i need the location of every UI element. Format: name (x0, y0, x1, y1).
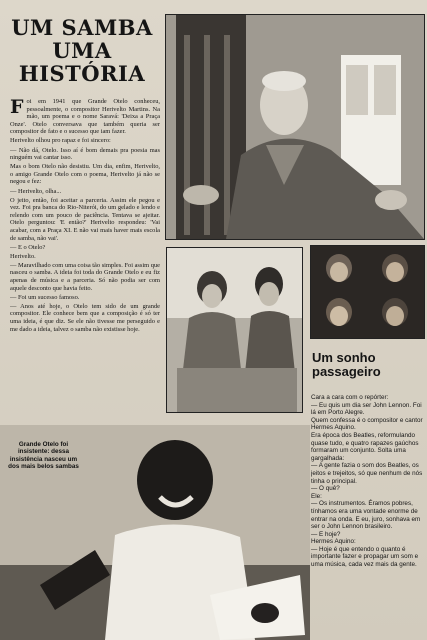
photo-band-illustration (311, 246, 424, 338)
photo-seated-man (165, 14, 425, 240)
article-body (10, 98, 160, 428)
photo-band (310, 245, 425, 339)
photo-caption: Grande Otelo foi insistente: dessa insistência nasceu um dos mais belos sambas (8, 441, 79, 471)
photo-seated-man-illustration (166, 15, 424, 239)
section-body (311, 394, 423, 638)
headline-line-2: UMA (52, 38, 112, 63)
section-paragraph: Hermes Aquino: (311, 538, 356, 546)
section-paragraph: — A gente fazia o som dos Beatles, os jeitos e trejeitos, só que nenhum de nós tinha o principal. (311, 462, 423, 485)
article-paragraph: — Herivelto, olha... (10, 187, 62, 195)
section-title: Um sonho passageiro (312, 350, 381, 379)
section-paragraph: — O quê? (311, 485, 340, 493)
article-paragraph: — Foi um sucesso famoso. (10, 293, 80, 301)
section-paragraph: Era época dos Beatles, reformulando quase tudo, e quatro rapazes gaúchos formaram um conjunto. Solta uma gargalhada: (311, 431, 419, 462)
drop-cap: F (10, 98, 24, 118)
headline-line-1: UM SAMBA (11, 15, 153, 40)
section-paragraph: Cara a cara com o repórter: (311, 394, 389, 401)
article-paragraph: — Não dá, Otelo. Isso aí é bom demais pra poesia mas ninguém vai cantar isso. (10, 146, 160, 162)
section-paragraph: — Eu quis um dia ser John Lennon. Foi lá em Porto Alegre. (311, 401, 422, 417)
photo-two-men (166, 247, 303, 413)
section-paragraph: Ele: (311, 492, 322, 500)
headline (6, 16, 158, 85)
headline-line-3: HISTÓRIA (18, 61, 146, 86)
photo-two-men-illustration (167, 248, 302, 412)
article-paragraph: O jeito, então, foi aceitar a parceria. Assim ele pegou e vez. Foi pra banca do Rio-Niterói, do um gelado e lendo e relendo com um pouco de paciência. Tentava se ajeitar. Otelo perguntou: 'E então?' Herivelto respondeu: 'Vai acabar, com a Praça XI. E não vai mais haver mais escola de samba, não vai'. (10, 196, 160, 242)
article-paragraph: Mas o bom Otelo não desistiu. Um dia, enfim, Herivelto, o amigo Grande Otelo com o poema, Herivelto já não se negou e fez: (10, 163, 160, 186)
article-paragraph: — E o Otelo? (10, 243, 46, 251)
article-paragraph: — Maravilhado com uma coisa tão simples. Foi assim que nasceu o samba. A ideia foi toda do Grande Otelo e eu fiz apenas de música e a parceria. Só não podia ser com aquele desconto que havia feito. (10, 261, 160, 292)
article-paragraph: Herivelto. (10, 252, 36, 260)
section-paragraph: — Hoje é que entendo o quanto é importante fazer e propagar um som e uma música, cada vez mais da gente. (311, 545, 419, 569)
section-paragraph: — E hoje? (311, 530, 341, 538)
section-paragraph: Quem confessa é o compositor e cantor Hermes Aquino. (311, 416, 423, 432)
article-paragraph: Foi em 1941 que Grande Otelo conheceu, pessoalmente, o compositor Herivelto Martins. Na mão, um poema e o nome Saravá: 'Deixa a Praça Onze'. Otelo conversava que também queria ser compositor de fato e o sucesso que iam fazer. (10, 98, 160, 136)
article-paragraph: Herivelto olhou pro rapaz e foi sincero: (10, 137, 111, 145)
section-paragraph: — Os instrumentos. Éramos pobres, tínhamos era uma vontade enorme de entrar na onda. E eu, juro, sonhava em ser o John Lennon brasileiro. (311, 500, 421, 531)
article-paragraph: — Anos até hoje, o Otelo tem sido de um grande compositor. Ele conhece bem que a composição é só ter uma ideia, é que diz. Se ele não tivesse me perseguido e me dado a ideia, talvez o samba não existisse hoje. (10, 302, 160, 333)
